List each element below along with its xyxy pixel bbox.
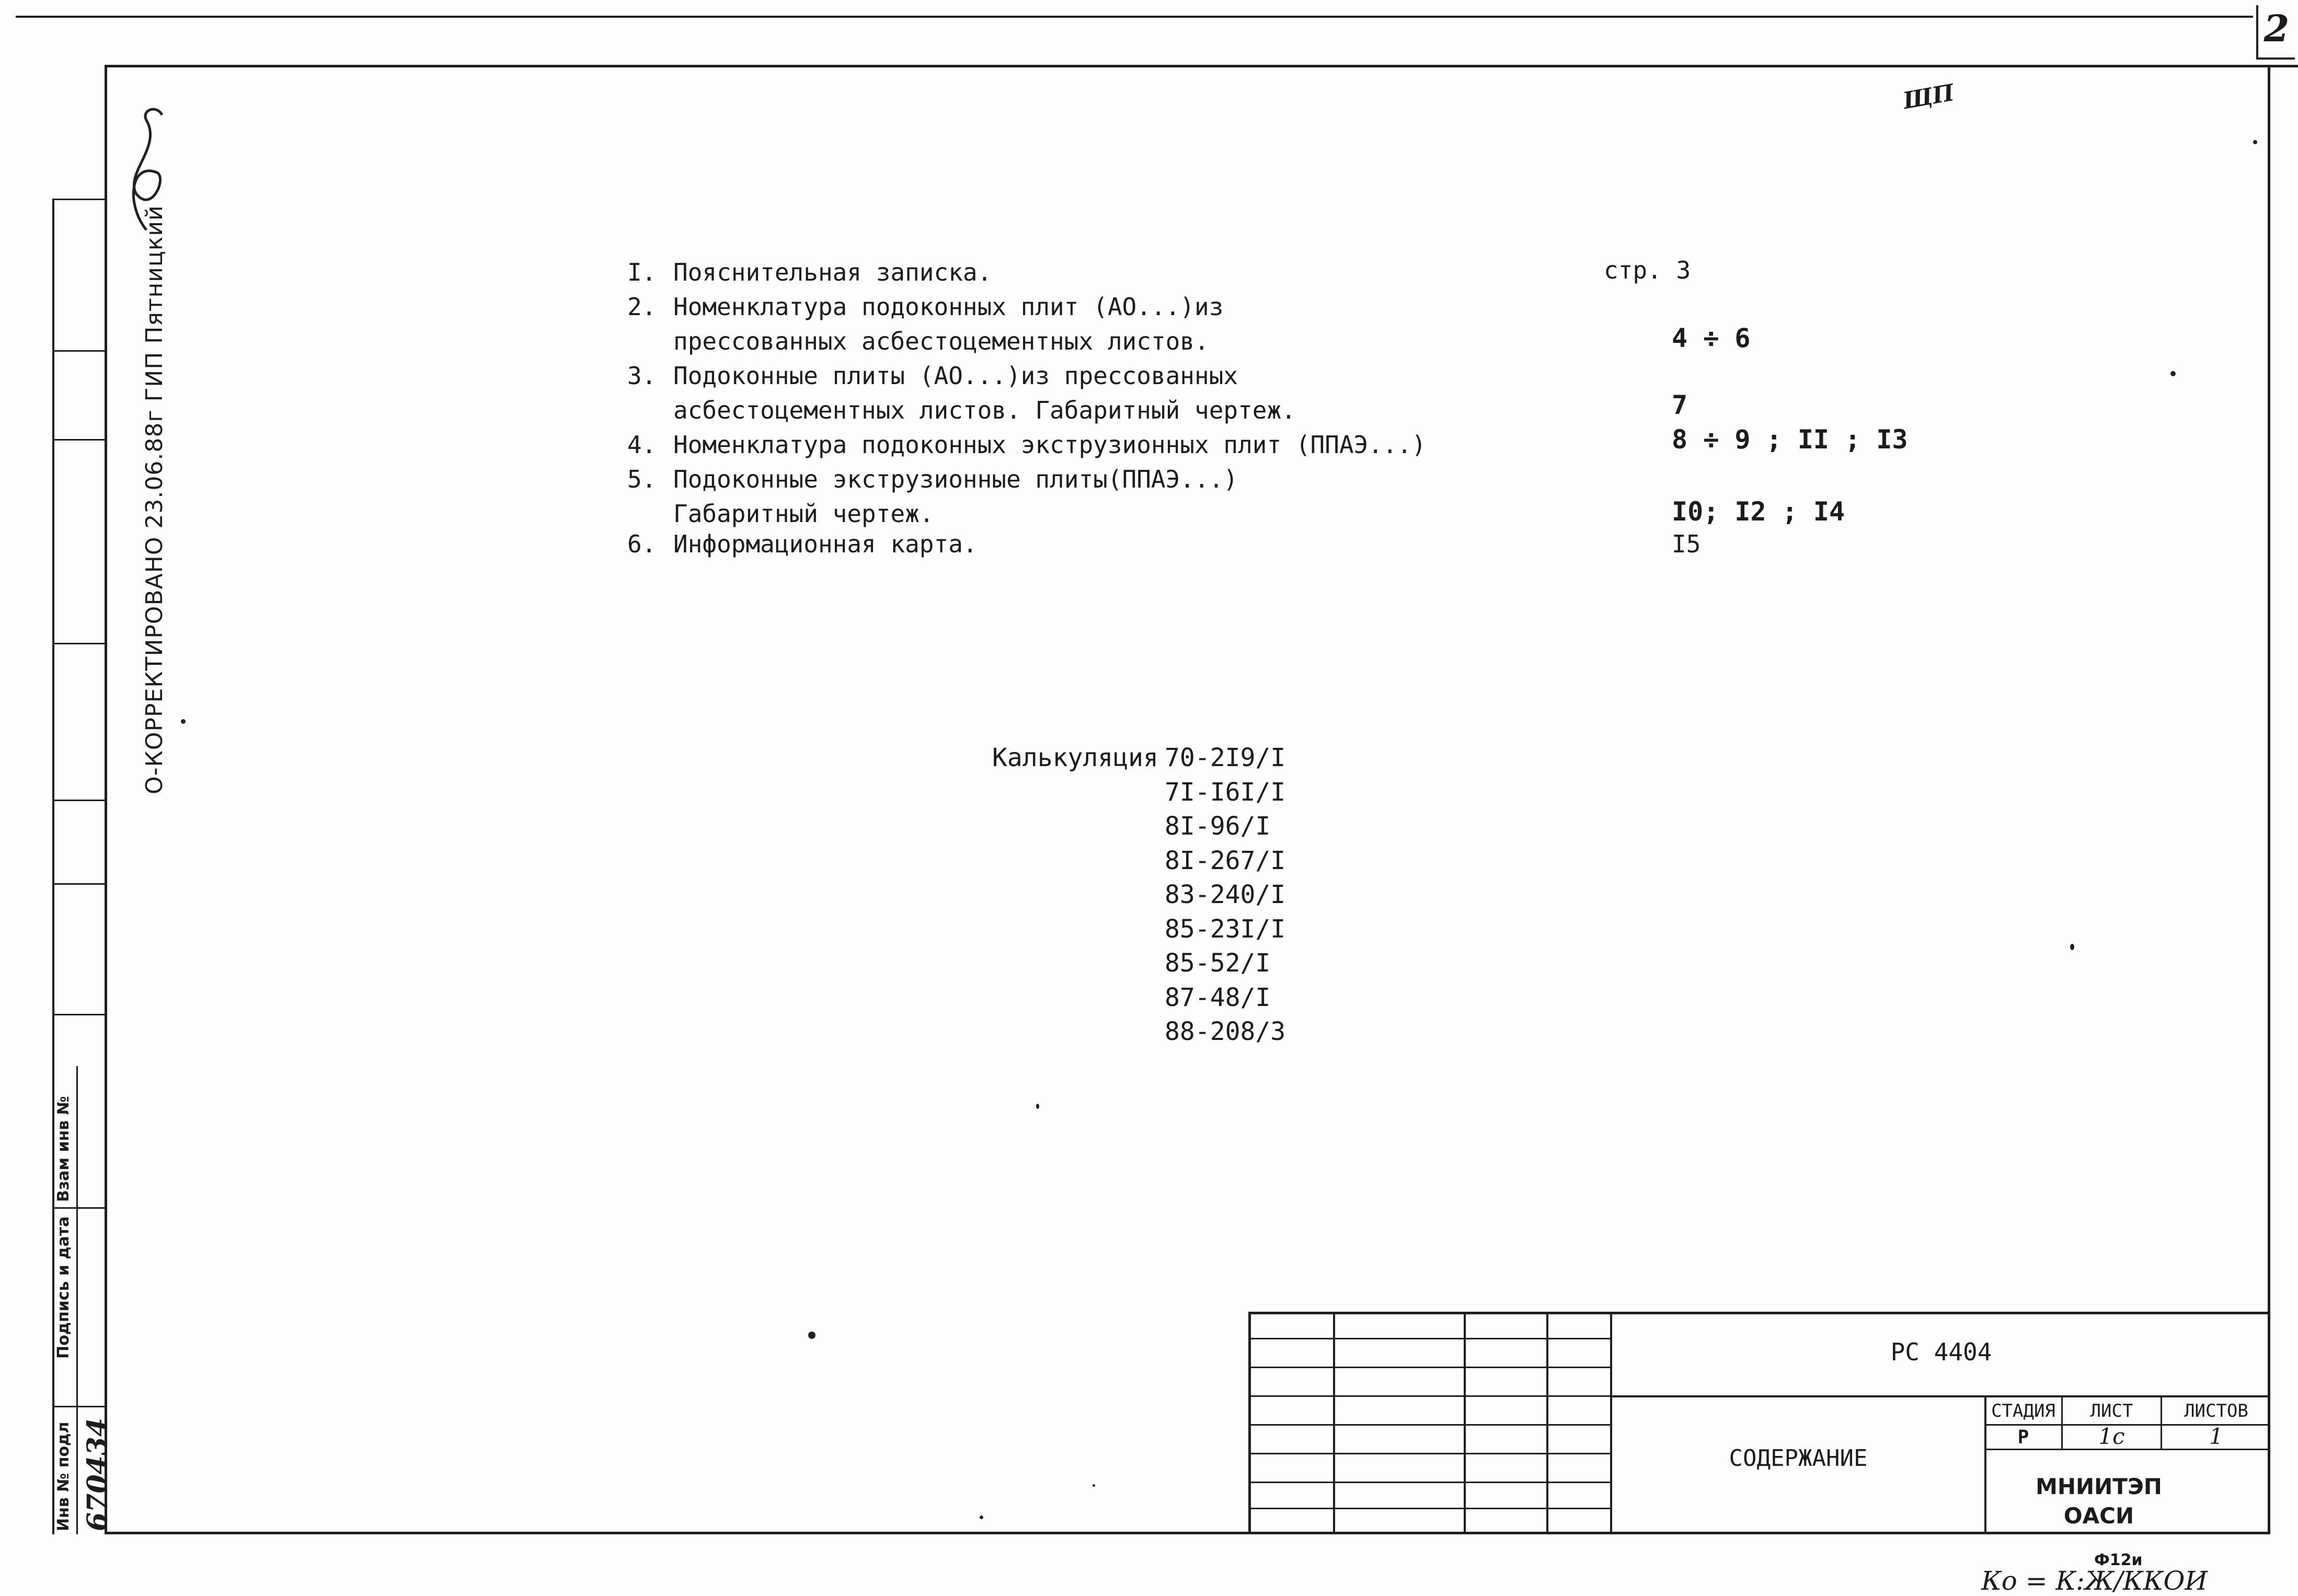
frame-top-line	[105, 65, 2298, 67]
scan-speck	[2253, 140, 2257, 144]
scan-speck	[2070, 944, 2074, 950]
sheet-label: ЛИСТ	[2090, 1401, 2133, 1421]
side-inventory-number: 670434	[82, 1417, 113, 1531]
sheet-mark: 2	[2263, 7, 2290, 50]
toc-item-4-text: Номенклатура подоконных экструзионных плит (ППАЭ...)	[673, 431, 1427, 459]
toc-item-2-pages: 4 ÷ 6	[1672, 323, 1751, 353]
calculation-code: 85-23I/I	[1165, 914, 1286, 944]
sheets-label: ЛИСТОВ	[2184, 1401, 2248, 1421]
toc-item-4-number: 4.	[627, 431, 657, 459]
toc-item-2-number: 2.	[627, 293, 657, 321]
calculation-code: 70-2I9/I	[1165, 743, 1286, 772]
organization-line-2: ОАСИ	[2063, 1503, 2134, 1529]
calculation-code: 87-48/I	[1165, 982, 1271, 1012]
scan-speck	[808, 1332, 815, 1339]
form-code: Ф12и	[2094, 1551, 2143, 1569]
toc-item-3-line-1: Подоконные плиты (АО...)из прессованных	[673, 362, 1238, 390]
sheet-value: 1с	[2098, 1424, 2125, 1449]
side-label-inv-original: Инв № подл	[54, 1421, 73, 1531]
toc-item-3-pages: 7	[1672, 390, 1688, 420]
toc-item-6-text: Информационная карта.	[673, 530, 978, 558]
frame-left-line	[105, 65, 107, 1534]
toc-item-5-pages: I0; I2 ; I4	[1672, 496, 1845, 527]
calculation-code: 88-208/3	[1165, 1017, 1286, 1046]
drawing-designation: РС 4404	[1890, 1338, 1992, 1366]
sheet-title: СОДЕРЖАНИЕ	[1729, 1445, 1868, 1472]
toc-item-1-number: I.	[627, 258, 657, 286]
toc-item-6-number: 6.	[627, 530, 657, 558]
signature-mark	[115, 99, 173, 235]
stamp-mark: ЩП	[1901, 79, 1957, 115]
toc-item-3-line-2: асбестоцементных листов. Габаритный чертеж.	[673, 396, 1296, 424]
calculation-code: 8I-267/I	[1165, 846, 1286, 875]
toc-item-5-line-1: Подоконные экструзионные плиты(ППАЭ...)	[673, 465, 1238, 493]
organization-line-1: МНИИТЭП	[2036, 1474, 2162, 1499]
calculation-code: 83-240/I	[1165, 880, 1286, 909]
toc-item-6-pages: I5	[1672, 530, 1701, 558]
scan-speck	[181, 719, 186, 724]
stage-value: Р	[2017, 1427, 2029, 1448]
stage-label: СТАДИЯ	[1991, 1401, 2055, 1421]
toc-item-2-line-2: прессованных асбестоцементных листов.	[673, 327, 1209, 355]
calculation-label: Калькуляция	[992, 743, 1158, 772]
side-label-replacement-inv: Взам инв №	[54, 1096, 73, 1202]
correction-note: О-КОРРЕКТИРОВАНО 23.06.88г ГИП Пятницкий	[141, 205, 168, 794]
scan-speck	[2170, 371, 2176, 376]
scan-speck	[1093, 1484, 1095, 1487]
scan-speck	[980, 1516, 983, 1519]
toc-item-4-pages: 8 ÷ 9 ; II ; I3	[1672, 424, 1908, 455]
toc-item-1-text: Пояснительная записка.	[673, 258, 992, 286]
toc-item-1-pages: стр. 3	[1604, 256, 1691, 284]
top-border-line	[16, 16, 2253, 18]
toc-item-5-number: 5.	[627, 465, 657, 493]
side-label-signature-date: Подпись и дата	[54, 1216, 73, 1359]
toc-item-3-number: 3.	[627, 362, 657, 390]
revision-grid	[1251, 1312, 1611, 1534]
calculation-code: 7I-I6I/I	[1165, 777, 1286, 807]
toc-item-5-line-2: Габаритный чертеж.	[673, 500, 934, 528]
sheet-mark-box	[2256, 5, 2295, 60]
handwritten-note: Ко = К:Ж/ККОИ	[1981, 1566, 2208, 1596]
calculation-code: 85-52/I	[1165, 949, 1271, 978]
calculation-code: 8I-96/I	[1165, 812, 1271, 841]
scan-speck	[1036, 1104, 1039, 1109]
calculation-codes	[1165, 741, 1285, 1049]
sheets-value: 1	[2209, 1424, 2223, 1449]
toc-item-2-line-1: Номенклатура подоконных плит (АО...)из	[673, 293, 1224, 321]
